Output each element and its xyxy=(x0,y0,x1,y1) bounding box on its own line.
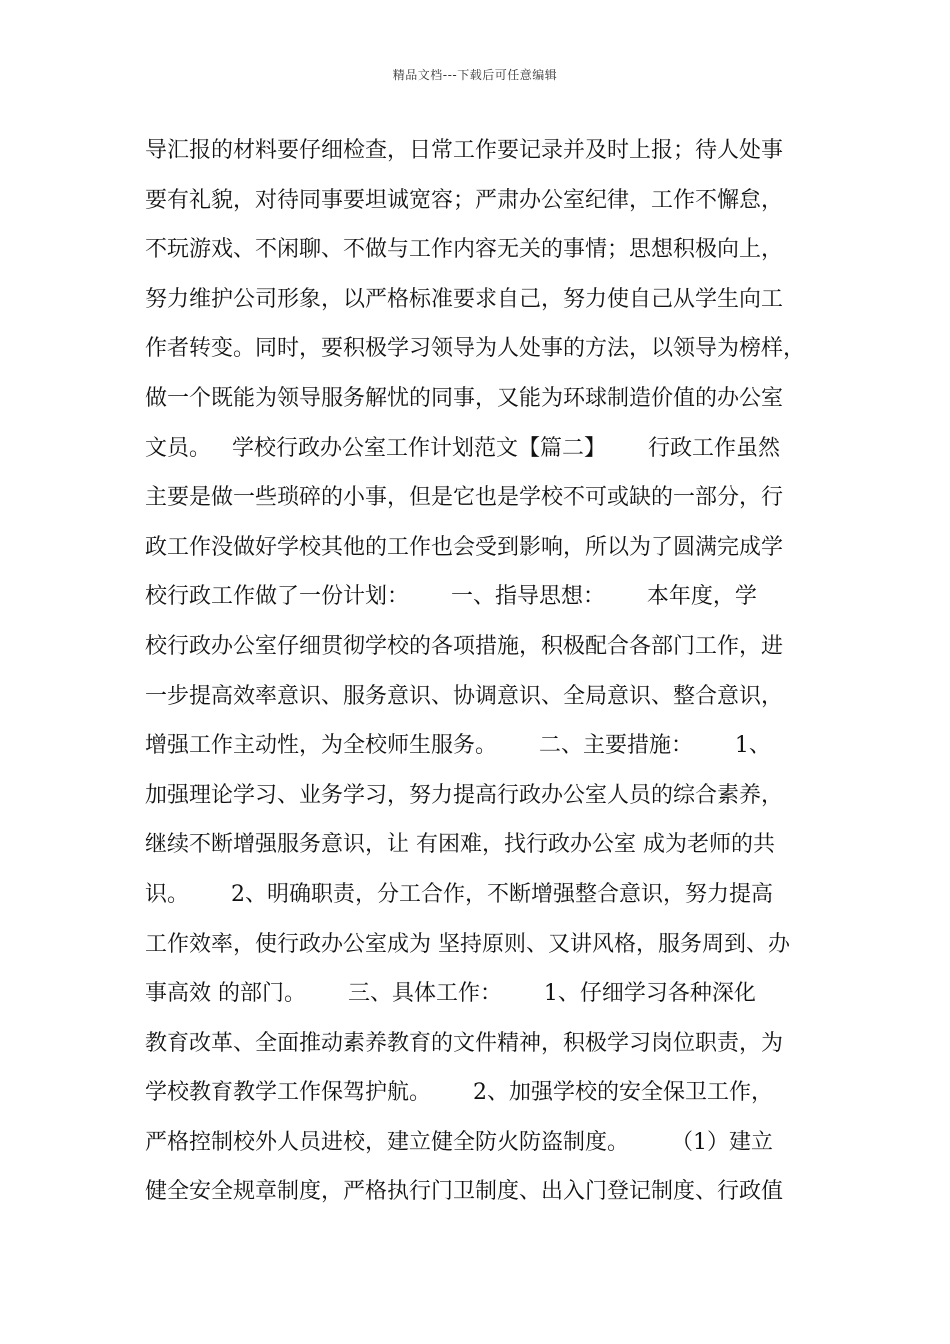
text-line: 学校教育教学工作保驾护航。 2、加强学校的安全保卫工作， xyxy=(145,1080,773,1106)
text-line: 作者转变。同时，要积极学习领导为人处事的方法，以领导为榜样， xyxy=(145,336,806,362)
text-line: 要有礼貌，对待同事要坦诚宽容；严肃办公室纪律，工作不懈怠， xyxy=(145,187,784,213)
text-line: 政工作没做好学校其他的工作也会受到影响，所以为了圆满完成学 xyxy=(145,534,784,560)
text-line: 识。 2、明确职责，分工合作，不断增强整合意识，努力提高 xyxy=(145,881,773,907)
text-line: 严格控制校外人员进校，建立健全防火防盗制度。 （1）建立 xyxy=(145,1129,773,1155)
text-line: 不玩游戏、不闲聊、不做与工作内容无关的事情；思想积极向上， xyxy=(145,237,784,263)
text-line: 教育改革、全面推动素养教育的文件精神，积极学习岗位职责，为 xyxy=(145,1030,784,1056)
text-line: 一步提高效率意识、服务意识、协调意识、全局意识、整合意识， xyxy=(145,683,784,709)
text-line: 工作效率，使行政办公室成为 坚持原则、又讲风格，服务周到、办 xyxy=(145,931,790,957)
page-header: 精品文档---下载后可任意编辑 xyxy=(392,68,558,82)
text-line: 增强工作主动性，为全校师生服务。 二、主要措施： 1、 xyxy=(145,733,771,759)
text-line: 事高效 的部门。 三、具体工作： 1、仔细学习各种深化 xyxy=(145,981,756,1007)
text-line: 主要是做一些琐碎的小事，但是它也是学校不可或缺的一部分，行 xyxy=(145,485,784,511)
text-line: 努力维护公司形象，以严格标准要求自己，努力使自己从学生向工 xyxy=(145,286,784,312)
text-line: 文员。 学校行政办公室工作计划范文【篇二】 行政工作虽然 xyxy=(145,435,780,461)
text-line: 校行政办公室仔细贯彻学校的各项措施，积极配合各部门工作，进 xyxy=(145,633,784,659)
text-line: 做一个既能为领导服务解忧的同事，又能为环球制造价值的办公室 xyxy=(145,385,784,411)
text-line: 校行政工作做了一份计划： 一、指导思想： 本年度，学 xyxy=(145,584,757,610)
text-line: 健全安全规章制度，严格执行门卫制度、出入门登记制度、行政值 xyxy=(145,1179,784,1205)
text-line: 导汇报的材料要仔细检查，日常工作要记录并及时上报；待人处事 xyxy=(145,138,784,163)
text-line: 加强理论学习、业务学习，努力提高行政办公室人员的综合素养， xyxy=(145,782,784,808)
text-line: 继续不断增强服务意识，让 有困难，找行政办公室 成为老师的共 xyxy=(145,832,775,858)
document-body xyxy=(145,133,815,1224)
